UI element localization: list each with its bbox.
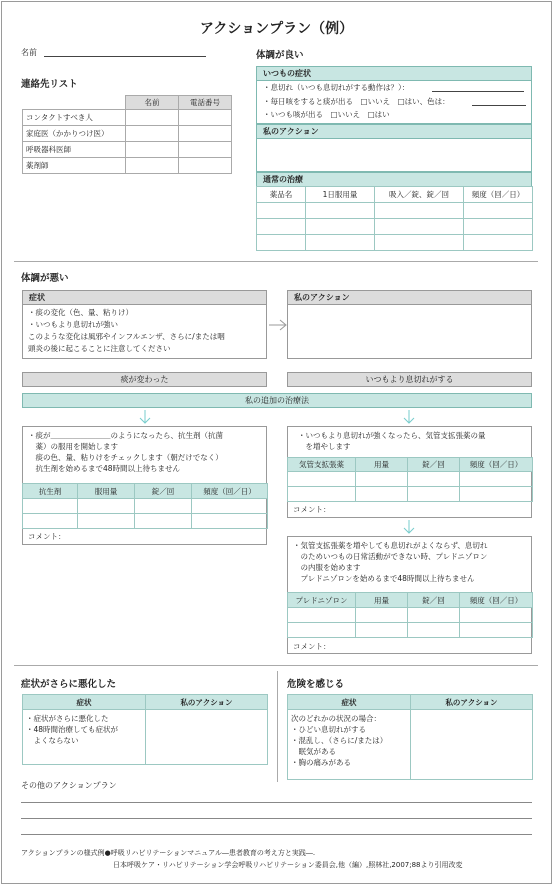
bronchodilator-line: を増やします: [298, 442, 351, 451]
treatment-cell[interactable]: [257, 203, 306, 219]
bronchodilator-table: [287, 457, 533, 502]
worse-symptoms-cell: [23, 710, 146, 765]
prednisolone-col: 頻度（回／日）: [460, 593, 533, 608]
contacts-col-name: 名前: [126, 96, 179, 110]
good-symptoms-title: いつもの症状: [256, 66, 532, 81]
page-title: アクションプラン（例）: [199, 21, 354, 37]
prednisolone-cell[interactable]: [460, 623, 533, 638]
antibiotic-cell[interactable]: [135, 514, 192, 529]
bad-my-action-box[interactable]: [287, 304, 532, 359]
treatment-col: 吸入／錠、錠／回: [375, 187, 464, 203]
antibiotic-col: 頻度（回／日）: [192, 484, 268, 499]
danger-line: ・胸の痛みがある: [291, 758, 351, 767]
antibiotic-cell[interactable]: [23, 499, 78, 514]
contacts-col-phone: 電話番号: [179, 96, 232, 110]
treatment-cell[interactable]: [464, 203, 533, 219]
name-field[interactable]: [44, 56, 206, 57]
antibiotic-cell[interactable]: [135, 499, 192, 514]
prednisolone-cell[interactable]: [288, 608, 356, 623]
treatment-col: 頻度（回／日）: [464, 187, 533, 203]
bad-symptom-line: 頭炎の後に起こることに注意してください: [28, 344, 171, 353]
prednisolone-table: [287, 592, 533, 638]
prednisolone-cell[interactable]: [288, 623, 356, 638]
antibiotic-line: 痰の色、量、粘りけをチェックします（朝だけでなく）: [28, 453, 223, 462]
antibiotic-line: ・痰が＿＿＿＿＿＿＿＿のようになったら、抗生剤（抗菌: [28, 431, 223, 440]
bronchodilator-line: ・いつもより息切れが強くなったら、気管支拡張薬の量: [298, 431, 486, 440]
bronchodilator-box: [287, 426, 532, 518]
symptom-fill-line[interactable]: [432, 91, 524, 92]
bad-symptom-line: このような変化は風邪やインフルエンザ、さらに/または咽: [28, 332, 225, 341]
danger-symptoms-cell: [288, 710, 411, 780]
contact-name-cell[interactable]: [126, 142, 179, 158]
worse-col-symptom: 症状: [23, 695, 146, 710]
antibiotic-cell[interactable]: [192, 499, 268, 514]
worse-line: ・症状がさらに悪化した: [26, 714, 109, 723]
antibiotic-box: [22, 426, 267, 545]
contact-row-label: 呼吸器科医師: [23, 142, 126, 158]
prednisolone-box: [287, 536, 532, 654]
contact-phone-cell[interactable]: [179, 126, 232, 142]
treatment-cell[interactable]: [306, 219, 375, 235]
antibiotic-col: 服用量: [78, 484, 135, 499]
danger-table: [287, 694, 533, 780]
branch-left-label: 痰が変わった: [22, 372, 267, 387]
contact-row-label: コンタクトすべき人: [23, 110, 126, 126]
good-heading: 体調が良い: [256, 50, 304, 61]
prednisolone-cell[interactable]: [408, 623, 460, 638]
branch-right-label: いつもより息切れがする: [287, 372, 532, 387]
prednisolone-line: プレドニゾロンを始めるまで48時間以上待ちません: [293, 574, 475, 583]
section-divider: [14, 261, 538, 262]
danger-action-cell[interactable]: [411, 710, 533, 780]
prednisolone-col: 錠／回: [408, 593, 460, 608]
bad-heading: 体調が悪い: [21, 273, 69, 284]
other-plan-line[interactable]: [21, 802, 532, 803]
arrow-right-icon: [268, 319, 288, 331]
prednisolone-cell[interactable]: [356, 623, 408, 638]
contact-name-cell[interactable]: [126, 158, 179, 174]
prednisolone-comment-label: コメント：: [293, 642, 331, 651]
good-treatment-title: 通常の治療: [256, 172, 532, 187]
treatment-cell[interactable]: [306, 203, 375, 219]
prednisolone-cell[interactable]: [356, 608, 408, 623]
prednisolone-col: プレドニゾロン: [288, 593, 356, 608]
bronchodilator-cell[interactable]: [288, 472, 356, 487]
treatment-cell[interactable]: [375, 203, 464, 219]
treatment-col: 薬品名: [257, 187, 306, 203]
bronchodilator-cell[interactable]: [288, 487, 356, 502]
arrow-down-icon: [138, 409, 152, 425]
danger-line: 次のどれかの状況の場合：: [291, 714, 381, 723]
prednisolone-cell[interactable]: [460, 608, 533, 623]
worse-heading: 症状がさらに悪化した: [21, 679, 117, 690]
good-my-action-box[interactable]: [256, 138, 532, 172]
other-plan-line[interactable]: [21, 818, 532, 819]
good-symptom-line: ・毎日咳をすると痰が出る □いいえ □はい、色は：: [263, 97, 450, 106]
contacts-heading: 連絡先リスト: [21, 79, 78, 90]
antibiotic-col: 錠／回: [135, 484, 192, 499]
good-treatment-table: [256, 186, 533, 251]
contact-name-cell[interactable]: [126, 110, 179, 126]
treatment-cell[interactable]: [306, 235, 375, 251]
other-plan-line[interactable]: [21, 834, 532, 835]
worse-col-action: 私のアクション: [146, 695, 268, 710]
good-symptoms-box: [256, 80, 532, 124]
bronchodilator-col: 用量: [356, 458, 408, 472]
treatment-cell[interactable]: [464, 235, 533, 251]
good-symptom-line: ・いつも咳が出る □いいえ □はい: [263, 110, 390, 119]
good-symptom-line: ・息切れ（いつも息切れがする動作は？）：: [263, 83, 410, 92]
bronchodilator-cell[interactable]: [356, 472, 408, 487]
worse-table: [22, 694, 268, 765]
good-my-action-title: 私のアクション: [256, 124, 532, 139]
bronchodilator-cell[interactable]: [408, 487, 460, 502]
name-label: 名前: [21, 48, 37, 57]
worse-action-cell[interactable]: [146, 710, 268, 765]
danger-col-symptom: 症状: [288, 695, 411, 710]
section-divider: [14, 665, 538, 666]
treatment-cell[interactable]: [375, 219, 464, 235]
worse-line: ・48時間治療しても症状が: [26, 725, 119, 734]
treatment-cell[interactable]: [464, 219, 533, 235]
antibiotic-cell[interactable]: [78, 499, 135, 514]
treatment-cell[interactable]: [257, 219, 306, 235]
antibiotic-col: 抗生剤: [23, 484, 78, 499]
prednisolone-col: 用量: [356, 593, 408, 608]
extra-treatment-bar: 私の追加の治療法: [22, 393, 532, 408]
danger-heading: 危険を感じる: [287, 679, 345, 690]
contact-name-cell[interactable]: [126, 126, 179, 142]
column-divider: [277, 671, 278, 782]
danger-line: 眠気がある: [291, 747, 336, 756]
contact-phone-cell[interactable]: [179, 142, 232, 158]
arrow-down-icon: [402, 409, 416, 425]
bad-symptom-line: ・いつもより息切れが強い: [28, 320, 118, 329]
prednisolone-line: のためいつもの日常活動ができない時、プレドニゾロン: [293, 552, 488, 561]
prednisolone-line: ・気管支拡張薬を増やしても息切れがよくならず、息切れ: [293, 541, 488, 550]
bad-my-action-title: 私のアクション: [287, 290, 532, 305]
bronchodilator-comment-label: コメント：: [293, 505, 331, 514]
arrow-down-icon: [402, 519, 416, 535]
bronchodilator-col: 錠／回: [408, 458, 460, 472]
antibiotic-comment-label: コメント：: [28, 532, 66, 541]
prednisolone-line: の内服を始めます: [293, 563, 361, 572]
bronchodilator-cell[interactable]: [460, 472, 533, 487]
danger-line: ・混乱し、（さらに/または）: [291, 736, 388, 745]
treatment-cell[interactable]: [257, 235, 306, 251]
danger-col-action: 私のアクション: [411, 695, 533, 710]
antibiotic-cell[interactable]: [78, 514, 135, 529]
bronchodilator-col: 頻度（回／日）: [460, 458, 533, 472]
bronchodilator-col: 気管支拡張薬: [288, 458, 356, 472]
treatment-cell[interactable]: [375, 235, 464, 251]
bad-symptoms-box: [22, 304, 267, 359]
contact-phone-cell[interactable]: [179, 158, 232, 174]
treatment-col: 1日服用量: [306, 187, 375, 203]
footer-citation-line1: アクションプランの様式例●呼吸リハビリテーションマニュアル―患者教育の考え方と実践―.: [21, 849, 316, 857]
contact-phone-cell[interactable]: [179, 110, 232, 126]
antibiotic-line: 薬）の服用を開始します: [28, 442, 118, 451]
antibiotic-line: 抗生剤を始めるまで48時間以上待ちません: [28, 464, 181, 473]
footer-citation-line2: 日本呼吸ケア・リハビリテーション学会呼吸リハビリテーション委員会,他（編）,照林社,2007;88より引用改変: [113, 861, 463, 869]
danger-line: ・ひどい息切れがする: [291, 725, 366, 734]
contacts-table: [22, 95, 232, 174]
bronchodilator-cell[interactable]: [460, 487, 533, 502]
contact-row-label: 薬剤師: [23, 158, 126, 174]
prednisolone-cell[interactable]: [408, 608, 460, 623]
other-plan-label: その他のアクションプラン: [21, 781, 117, 790]
bad-symptoms-title: 症状: [22, 290, 267, 305]
bad-symptom-line: ・痰の変化（色、量、粘りけ）: [28, 308, 133, 317]
antibiotic-cell[interactable]: [192, 514, 268, 529]
symptom-fill-line[interactable]: [472, 105, 526, 106]
antibiotic-cell[interactable]: [23, 514, 78, 529]
bronchodilator-cell[interactable]: [408, 472, 460, 487]
antibiotic-table: [22, 483, 268, 529]
contact-row-label: 家庭医（かかりつけ医）: [23, 126, 126, 142]
bronchodilator-cell[interactable]: [356, 487, 408, 502]
worse-line: よくならない: [26, 736, 79, 745]
